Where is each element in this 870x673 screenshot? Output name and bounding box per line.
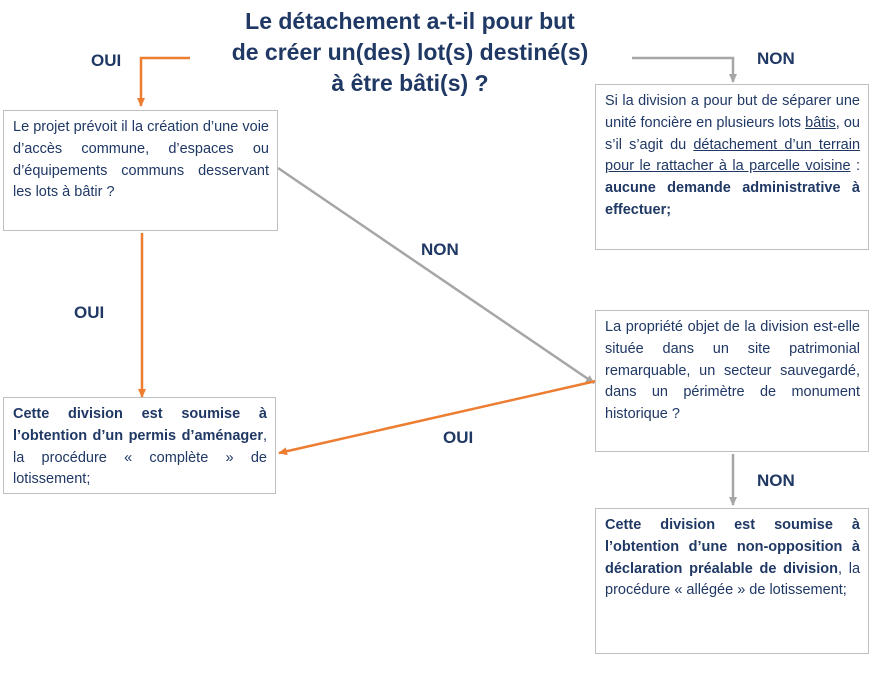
box-declaration-prealable bbox=[595, 508, 869, 654]
label-non-bottom: NON bbox=[757, 471, 795, 490]
box-aucune-demande-conclusion: aucune demande administrative à effectuer; bbox=[605, 180, 860, 218]
box-site-patrimonial-text: La propriété objet de la division est-elle située dans un site patrimonial remarquable, un secteur sauvegardé, dans un périmètre de monument historique ? bbox=[605, 319, 860, 423]
box-aucune-demande-detachement: détachement d’un terrain pour le rattacher à la parcelle voisine bbox=[605, 136, 861, 175]
box-aucune-demande-batis: bâtis bbox=[805, 114, 836, 131]
arrow-voie-commune-to-site bbox=[278, 168, 594, 383]
arrow-title-to-aucune-demande bbox=[632, 58, 733, 82]
box-permis-amenager bbox=[3, 397, 276, 494]
box-site-patrimonial bbox=[595, 310, 869, 452]
arrow-site-to-permis bbox=[279, 381, 596, 453]
box-aucune-demande-part3: , ou s’il s’agit du bbox=[605, 114, 860, 153]
label-oui-middle: OUI bbox=[443, 428, 474, 447]
box-declaration-prealable-rest: , la procédure « allégée » de lotissement; bbox=[605, 560, 861, 599]
box-voie-commune-text: Le projet prévoit il la création d’une voie d’accès commune, d’espaces ou d’équipements communs desservant les lots à bâtir ? bbox=[13, 119, 269, 201]
arrow-title-to-voie-commune bbox=[141, 58, 190, 106]
box-permis-amenager-rest: , la procédure « complète » de lotissement; bbox=[13, 427, 267, 488]
question-title-line1: Le détachement a-t-il pour but bbox=[245, 8, 575, 34]
box-permis-amenager-bold: Cette division est soumise à l’obtention d’un permis d’aménager bbox=[13, 406, 267, 444]
box-declaration-prealable-bold: Cette division est soumise à l’obtention d’une non-opposition à déclaration préalable de division bbox=[605, 517, 860, 577]
label-oui-top: OUI bbox=[91, 51, 122, 70]
question-title-line2: de créer un(des) lot(s) destiné(s) bbox=[231, 39, 589, 65]
box-voie-commune bbox=[3, 110, 278, 231]
box-aucune-demande bbox=[595, 84, 869, 250]
box-aucune-demande-part1: Si la division a pour but de séparer une unité foncière en plusieurs lots bbox=[605, 93, 860, 131]
label-non-diagonal: NON bbox=[421, 240, 459, 259]
label-non-top: NON bbox=[757, 49, 795, 68]
question-title-line3: à être bâti(s) ? bbox=[331, 70, 489, 96]
box-aucune-demande-part5: : bbox=[850, 158, 860, 175]
label-oui-left: OUI bbox=[74, 303, 105, 322]
question-title bbox=[190, 6, 630, 99]
